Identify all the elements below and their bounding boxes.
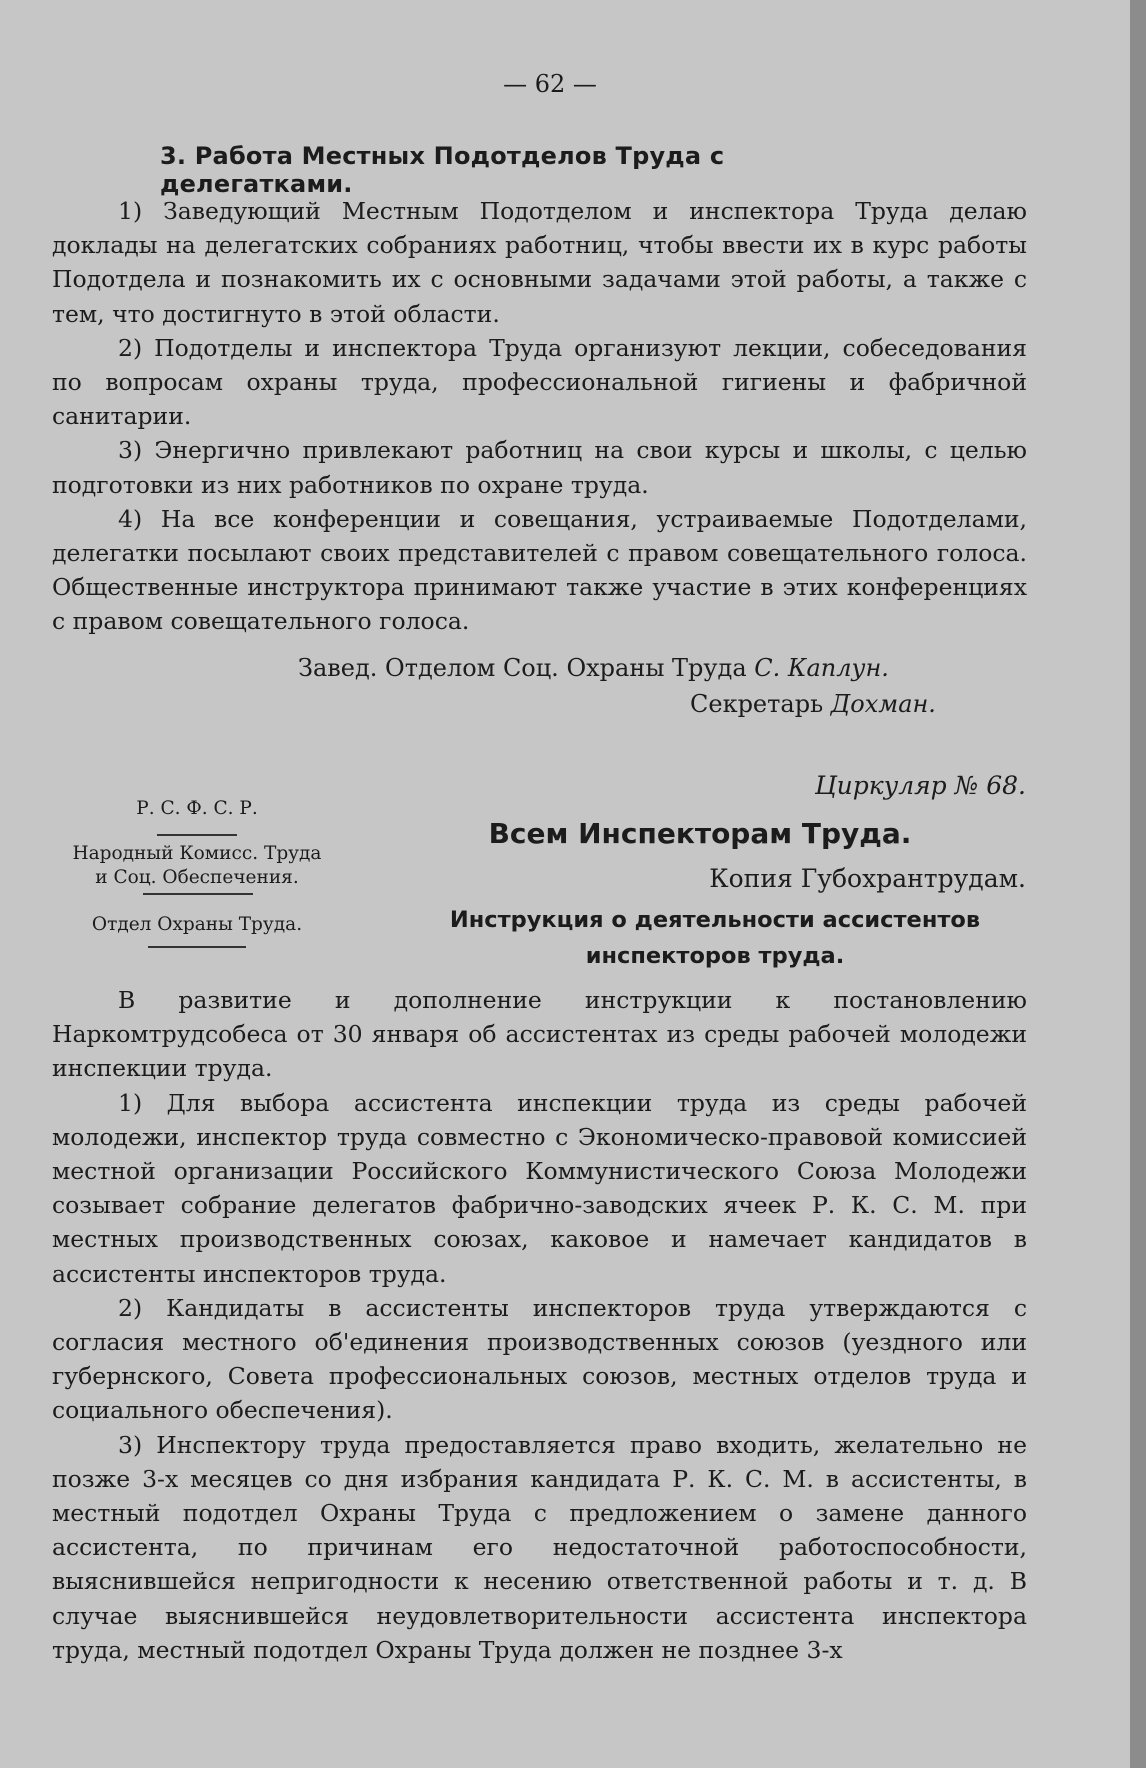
signature-name: Дохман. — [830, 690, 936, 718]
circular-addressee: Всем Инспекторам Труда. — [488, 817, 912, 850]
letterhead-country: Р. С. Ф. С. Р. — [136, 798, 258, 819]
paragraph: В развитие и дополнение инструкции к постановлению Наркомтрудсобеса от 30 января об ассистентах из среды рабочей молодежи инспекции труда. — [52, 986, 1027, 1083]
divider — [148, 946, 246, 948]
paragraph: 3) Инспектору труда предоставляется право входить, желательно не позже 3-х месяцев со дня избрания кандидата Р. К. С. М. в ассистенты, в местный подотдел Охраны Труда с предложением о замене данного ассистента, по причинам его недостаточной работоспособности, выяснившейся непригодности к несению ответственной работы и т. д. В случае выяснившейся неудовлетворительности ассистента инспектора труда, местный подотдел Охраны Труда должен не позднее 3-х — [52, 1430, 1027, 1664]
instruction-body — [52, 983, 1027, 1667]
paragraph: 2) Подотделы и инспектора Труда организуют лекции, собеседования по вопросам охраны труда, профессиональной гигиены и фабричной санитарии. — [52, 333, 1027, 431]
letterhead-department: Отдел Охраны Труда. — [91, 914, 303, 935]
section-body — [52, 194, 1027, 639]
section-heading: 3. Работа Местных Подотделов Труда с делегатками. — [160, 142, 725, 198]
paragraph: 1) Заведующий Местным Подотделом и инспектора Труда делаю доклады на делегатских собраниях работниц, чтобы ввести их в курс работы Подотдела и познакомить их с основными задачами этой работы, а также с тем, что достигнуто в этой области. — [52, 197, 1027, 328]
letterhead-line: Народный Комисс. Труда — [72, 843, 322, 864]
circular-number: Циркуляр № 68. — [814, 771, 1026, 800]
signature-title: Завед. Отделом Соц. Охраны Труда — [298, 654, 747, 682]
letterhead-commissariat — [52, 842, 342, 890]
page-number: — 62 — — [503, 70, 597, 98]
signature-secretary — [690, 690, 936, 718]
circular-copy-to: Копия Губохрантрудам. — [709, 864, 1026, 893]
paragraph: 3) Энергично привлекают работниц на свои курсы и школы, с целью подготовки из них работников по охране труда. — [52, 436, 1027, 499]
paragraph: 2) Кандидаты в ассистенты инспекторов труда утверждаются с согласия местного об'единения производственных союзов (уездного или губернского, Совета профессиональных союзов, местных отделов труда и социального обеспечения). — [52, 1293, 1027, 1425]
instruction-title: Инструкция о деятельности ассистентов инспекторов труда. — [449, 907, 981, 969]
page-edge — [1130, 0, 1146, 1768]
paragraph: 1) Для выбора ассистента инспекции труда из среды рабочей молодежи, инспектор труда совместно с Экономическо-правовой комиссией местной организации Российского Коммунистического Союза Молодежи созывает собрание делегатов фабрично-заводских ячеек Р. К. С. М. при местных производственных союзах, каковое и намечает кандидатов в ассистенты инспекторов труда. — [52, 1088, 1027, 1288]
divider — [143, 893, 253, 895]
signature-head — [298, 654, 889, 682]
paragraph: 4) На все конференции и совещания, устраиваемые Подотделами, делегатки посылают своих представителей с правом совещательного голоса. Общественные инструктора принимают также участие в этих конференциях с правом совещательного голоса. — [52, 504, 1027, 636]
divider — [157, 834, 237, 836]
signature-name: С. Каплун. — [754, 654, 889, 682]
signature-title: Секретарь — [690, 690, 824, 718]
letterhead-line: и Соц. Обеспечения. — [95, 867, 299, 888]
